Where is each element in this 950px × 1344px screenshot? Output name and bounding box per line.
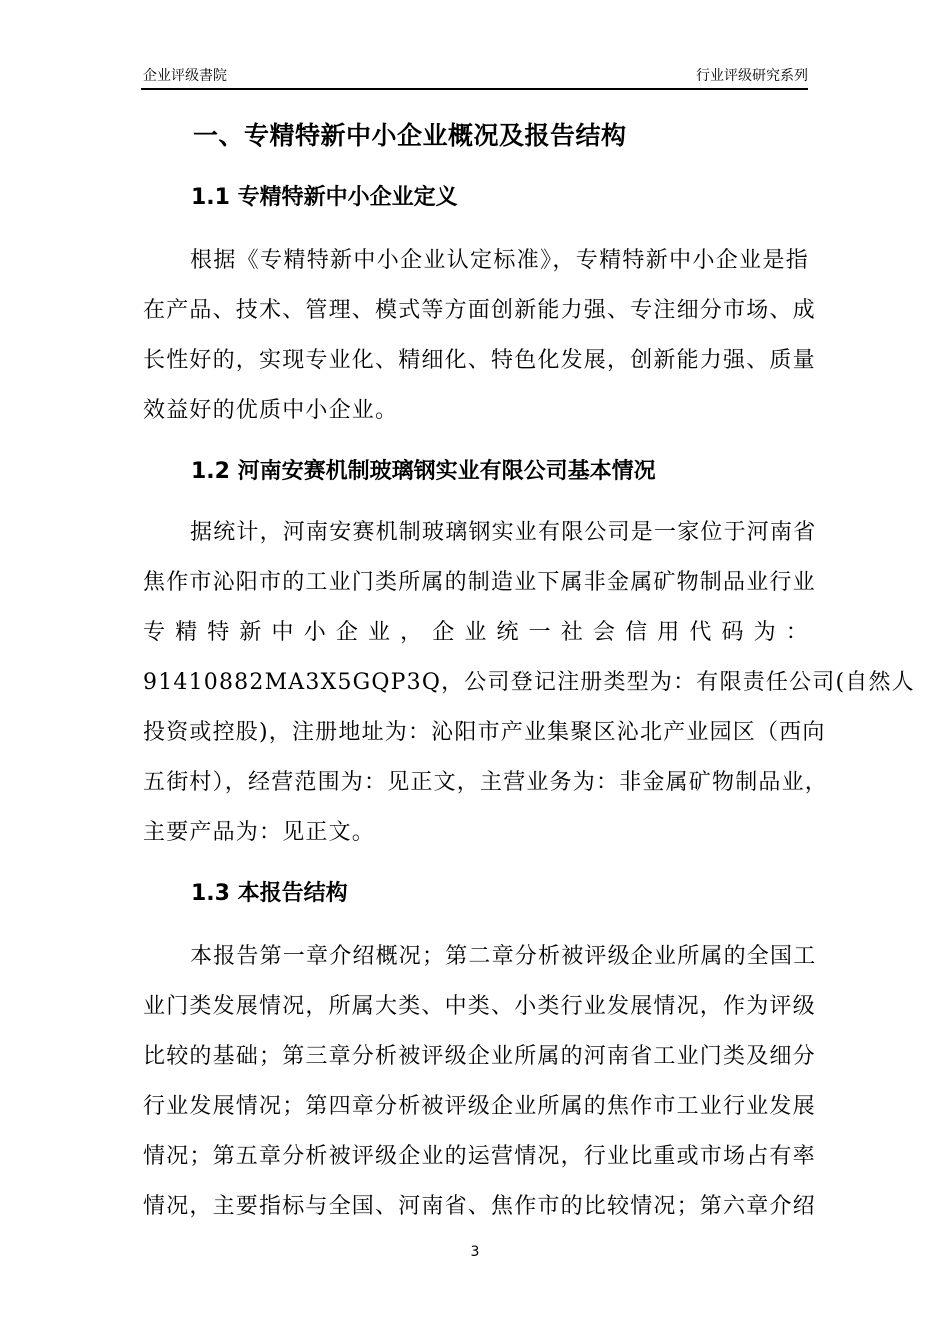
paragraph-line: 在产品、技术、管理、模式等方面创新能力强、专注细分市场、成 bbox=[143, 298, 816, 323]
paragraph-line: 比较的基础；第三章分析被评级企业所属的河南省工业门类及细分 bbox=[143, 1044, 816, 1069]
section-1-3-paragraph bbox=[143, 932, 817, 1232]
paragraph-line: 根据《专精特新中小企业认定标准》，专精特新中小企业是指 bbox=[190, 248, 809, 273]
section-title-1-1: 1.1 专精特新中小企业定义 bbox=[191, 185, 458, 210]
section-title-1-2: 1.2 河南安赛机制玻璃钢实业有限公司基本情况 bbox=[191, 459, 656, 484]
paragraph-line: 长性好的，实现专业化、精细化、特色化发展，创新能力强、质量 bbox=[143, 348, 816, 373]
section-title-1-3: 1.3 本报告结构 bbox=[191, 881, 348, 906]
paragraph-line: 情况；第五章分析被评级企业的运营情况，行业比重或市场占有率 bbox=[143, 1144, 816, 1169]
section-1-1-paragraph bbox=[143, 236, 816, 436]
paragraph-line: 91410882MA3X5GQP3Q，公司登记注册类型为：有限责任公司(自然人 bbox=[143, 670, 915, 695]
header-series-name: 行业评级研究系列 bbox=[696, 68, 808, 84]
paragraph-line: 投资或控股)，注册地址为：沁阳市产业集聚区沁北产业园区（西向 bbox=[143, 720, 826, 745]
chapter-title: 一、专精特新中小企业概况及报告结构 bbox=[193, 121, 627, 150]
paragraph-line: 效益好的优质中小企业。 bbox=[143, 398, 399, 423]
paragraph-line: 五街村），经营范围为：见正文，主营业务为：非金属矿物制品业， bbox=[143, 770, 829, 795]
paragraph-line: 行业发展情况；第四章分析被评级企业所属的焦作市工业行业发展 bbox=[143, 1094, 816, 1119]
paragraph-line: 情况，主要指标与全国、河南省、焦作市的比较情况；第六章介绍 bbox=[143, 1194, 816, 1219]
paragraph-line: 专精特新中小企业，企业统一社会信用代码为： bbox=[143, 620, 809, 645]
page-header bbox=[141, 64, 808, 90]
section-1-2-paragraph bbox=[143, 508, 915, 858]
page-number: 3 bbox=[470, 1244, 480, 1260]
paragraph-line: 主要产品为：见正文。 bbox=[143, 820, 376, 845]
paragraph-line: 据统计，河南安赛机制玻璃钢实业有限公司是一家位于河南省 bbox=[190, 520, 817, 545]
paragraph-line: 焦作市沁阳市的工业门类所属的制造业下属非金属矿物制品业行业 bbox=[143, 570, 816, 595]
paragraph-line: 业门类发展情况，所属大类、中类、小类行业发展情况，作为评级 bbox=[143, 994, 816, 1019]
paragraph-line: 本报告第一章介绍概况；第二章分析被评级企业所属的全国工 bbox=[190, 944, 817, 969]
header-org-name: 企业评级書院 bbox=[143, 68, 227, 84]
